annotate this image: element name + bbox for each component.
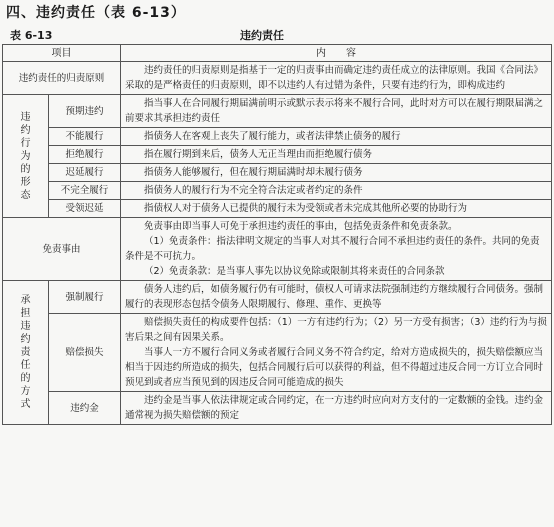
method-name: 强制履行 — [49, 281, 121, 314]
method-name: 赔偿损失 — [49, 314, 121, 392]
breach-liability-table — [2, 44, 552, 425]
header-content: 内 容 — [121, 45, 552, 62]
exemption-line: （1）免责条件：指法律明文规定的当事人对其不履行合同不承担违约责任的条件。共同的免责条件是不可抗力。 — [125, 236, 540, 262]
principle-text: 违约责任的归责原则是指基于一定的归责事由而确定违约责任成立的法律原则。我国《合同法》采取的是严格责任的归责原则，即不以违约人有过错为条件，只要有违约行为，即构成违约 — [125, 65, 544, 91]
form-name: 预期违约 — [49, 95, 121, 128]
form-name: 拒绝履行 — [49, 146, 121, 164]
exemption-line: （2）免责条款：是当事人事先以协议免除或限制其将来责任的合同条款 — [144, 266, 445, 277]
form-row — [3, 164, 552, 182]
exemption-line: 免责事由即当事人可免于承担违约责任的事由，包括免责条件和免责条款。 — [144, 221, 458, 232]
form-row — [3, 146, 552, 164]
form-name: 不完全履行 — [49, 182, 121, 200]
principle-label: 违约责任的归责原则 — [3, 62, 121, 95]
form-row — [3, 128, 552, 146]
method-text: 违约金是当事人依法律规定或合同约定，在一方违约时应向对方支付的一定数额的金钱。违约金通常视为损失赔偿额的预定 — [125, 395, 544, 421]
table-title: 违约责任 — [240, 29, 284, 42]
form-text: 指债权人对于债务人已提供的履行未为受领或者未完成其他所必要的协助行为 — [144, 203, 468, 214]
form-row — [3, 182, 552, 200]
exemption-row — [3, 218, 552, 281]
method-text: 当事人一方不履行合同义务或者履行合同义务不符合约定，给对方造成损失的，损失赔偿额应当相当于因违约所造成的损失，包括合同履行后可以获得的利益，但不得超过违反合同一方订立合同时预见到或者应当预见到的因违反合同可能造成的损失 — [125, 347, 544, 388]
form-text: 指在履行期到来后，债务人无正当理由而拒绝履行债务 — [144, 149, 373, 160]
form-text: 指债务人的履行行为不完全符合法定或者约定的条件 — [144, 185, 363, 196]
table-number: 表 6-13 — [10, 29, 53, 42]
method-name: 违约金 — [49, 392, 121, 425]
form-text: 指当事人在合同履行期届满前明示或默示表示将来不履行合同，此时对方可以在履行期限届满之前要求其承担违约责任 — [125, 98, 544, 124]
form-name: 迟延履行 — [49, 164, 121, 182]
form-name: 不能履行 — [49, 128, 121, 146]
forms-label: 违约行为的形态 — [20, 111, 31, 201]
form-text: 指债务人在客观上丧失了履行能力，或者法律禁止债务的履行 — [144, 131, 401, 142]
form-text: 指债务人能够履行，但在履行期届满时却未履行债务 — [144, 167, 363, 178]
method-row — [3, 314, 552, 392]
method-text: 债务人违约后，如债务履行仍有可能时，债权人可请求法院强制违约方继续履行合同债务。强制履行的表现形态包括令债务人限期履行、修理、重作、更换等 — [125, 284, 544, 310]
form-row — [3, 95, 552, 128]
table-header-row — [3, 45, 552, 62]
exemption-label: 免责事由 — [3, 218, 121, 281]
header-item: 项目 — [3, 45, 121, 62]
method-row — [3, 281, 552, 314]
form-row — [3, 200, 552, 218]
method-row — [3, 392, 552, 425]
principle-row — [3, 62, 552, 95]
method-text: 赔偿损失责任的构成要件包括：（1）一方有违约行为；（2）另一方受有损害；（3）违约行为与损害后果之间有因果关系。 — [125, 317, 547, 343]
section-heading: 四、违约责任（表 6-13） — [6, 5, 186, 21]
form-name: 受领迟延 — [49, 200, 121, 218]
methods-label: 承担违约责任的方式 — [20, 295, 31, 410]
